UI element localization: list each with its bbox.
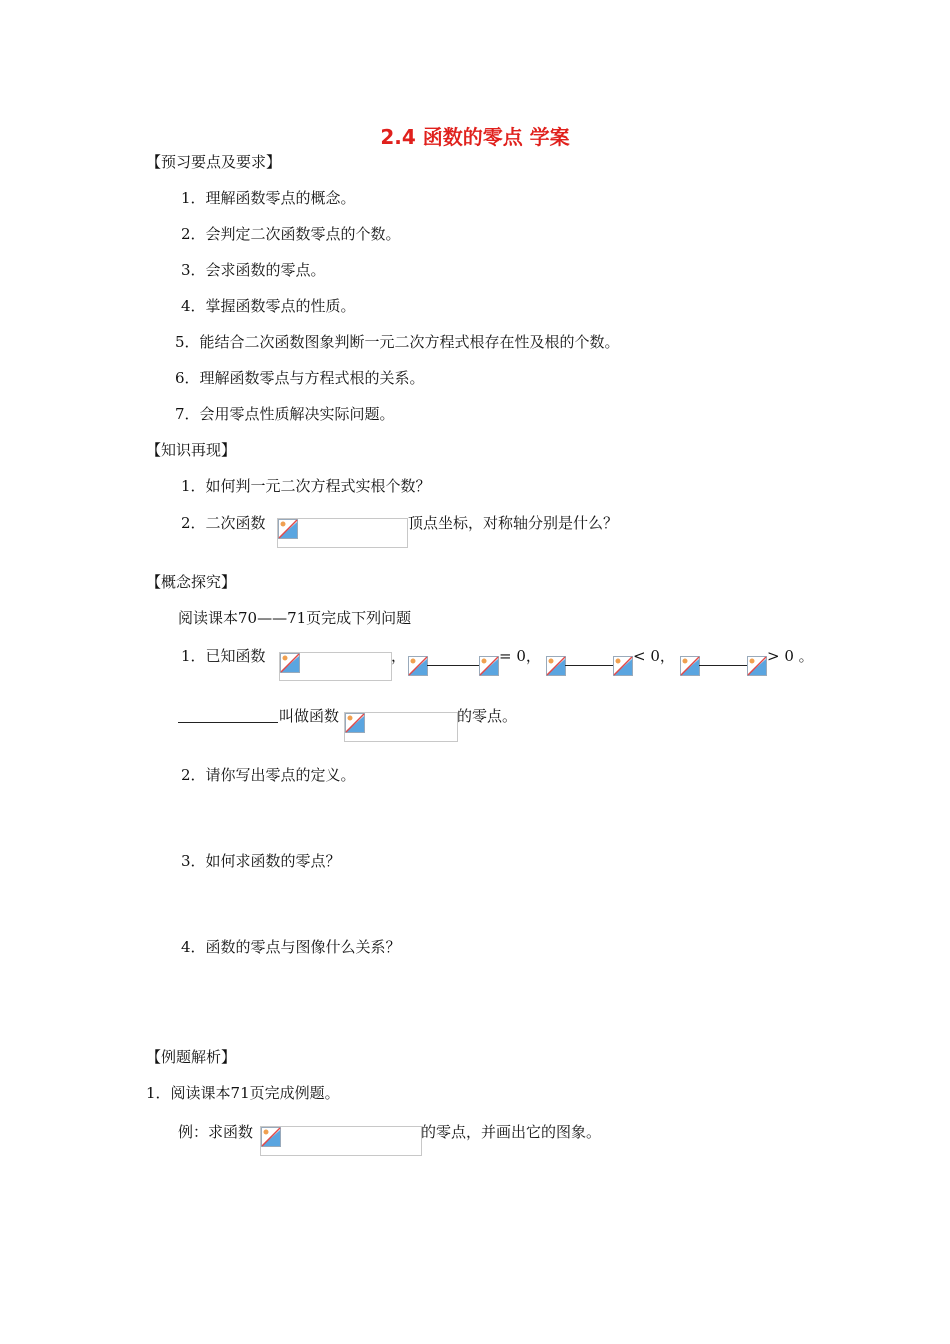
connector-line	[565, 665, 614, 666]
knowledge-question-1: 1．如何判一元二次方程式实根个数？	[181, 477, 431, 495]
preview-item-2: 2．会判定二次函数零点的个数。	[181, 225, 401, 243]
section-heading-knowledge: 【知识再现】	[146, 441, 237, 459]
section-heading-examples: 【例题解析】	[146, 1048, 237, 1066]
concept-question-1-start: 1．已知函数	[181, 647, 266, 665]
knowledge-question-2-start: 2．二次函数	[181, 514, 266, 532]
connector-line	[699, 665, 748, 666]
broken-image-icon	[613, 656, 633, 676]
broken-image-icon	[278, 519, 298, 539]
concept-question-3: 3．如何求函数的零点？	[181, 852, 341, 870]
preview-item-4: 4．掌握函数零点的性质。	[181, 297, 356, 315]
broken-image-icon	[479, 656, 499, 676]
less-than-zero: < 0，	[633, 647, 675, 665]
broken-image-icon	[261, 1127, 281, 1147]
concept-question-4: 4．函数的零点与图像什么关系？	[181, 938, 401, 956]
preview-item-3: 3．会求函数的零点。	[181, 261, 326, 279]
connector-line	[427, 665, 480, 666]
formula-placeholder	[260, 1126, 422, 1156]
called-function-text: 叫做函数	[279, 707, 340, 725]
zero-of-text: 的零点。	[457, 707, 518, 725]
preview-item-7: 7．会用零点性质解决实际问题。	[175, 405, 395, 423]
broken-image-icon	[546, 656, 566, 676]
broken-image-icon	[408, 656, 428, 676]
broken-image-icon	[345, 713, 365, 733]
example-end: 的零点，并画出它的图象。	[421, 1123, 602, 1141]
preview-item-1: 1．理解函数零点的概念。	[181, 189, 356, 207]
knowledge-question-2-end: 顶点坐标，对称轴分别是什么？	[408, 514, 619, 532]
concept-question-2: 2．请你写出零点的定义。	[181, 766, 356, 784]
comma: ，	[391, 647, 407, 665]
section-heading-concept: 【概念探究】	[146, 573, 237, 591]
fill-in-blank[interactable]	[178, 722, 278, 723]
page-title: 2.4 函数的零点 学案	[380, 125, 570, 149]
preview-item-5: 5．能结合二次函数图象判断一元二次方程式根存在性及根的个数。	[175, 333, 620, 351]
broken-image-icon	[280, 653, 300, 673]
greater-than-zero: > 0 。	[767, 647, 814, 665]
example-start: 例：求函数	[178, 1123, 254, 1141]
example-item-1: 1．阅读课本71页完成例题。	[146, 1084, 340, 1102]
concept-intro: 阅读课本70——71页完成下列问题	[178, 609, 412, 627]
section-heading-preview: 【预习要点及要求】	[146, 153, 282, 171]
preview-item-6: 6．理解函数零点与方程式根的关系。	[175, 369, 425, 387]
broken-image-icon	[747, 656, 767, 676]
equals-zero: = 0，	[499, 647, 541, 665]
broken-image-icon	[680, 656, 700, 676]
